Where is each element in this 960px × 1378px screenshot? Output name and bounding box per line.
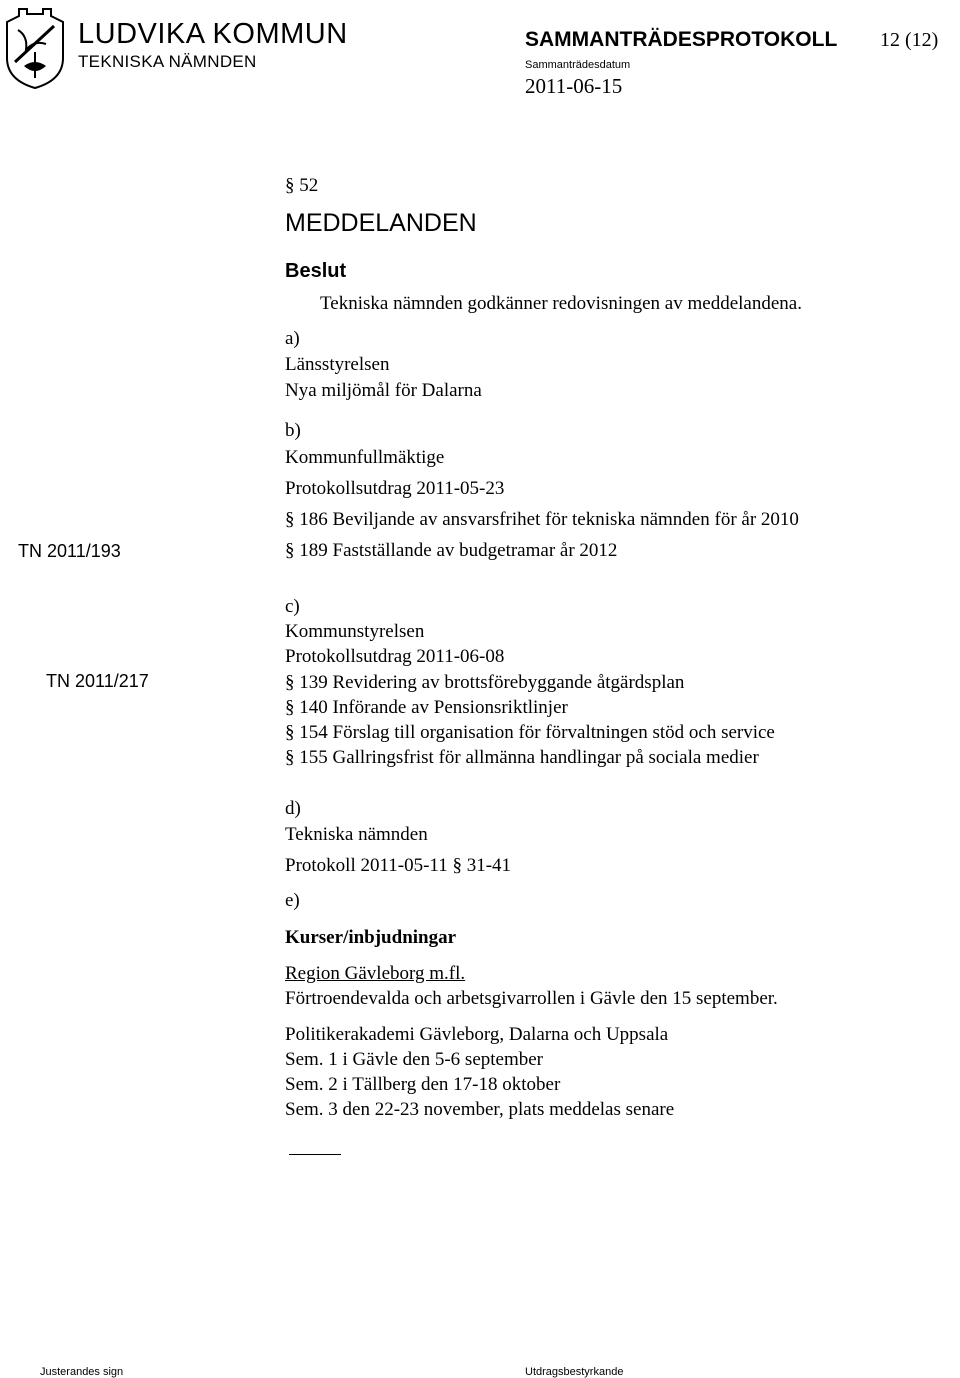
paragraph-number: § 52 [285,175,319,196]
beslut-text: Tekniska nämnden godkänner redovisningen av meddelandena. [320,293,802,314]
section-c-extract: Protokollsutdrag 2011-06-08 [285,646,505,667]
section-e-heading: Kurser/inbjudningar [285,927,457,948]
footer-utdragsbestyrkande: Utdragsbestyrkande [525,1366,624,1378]
section-d-letter: d) [285,798,301,819]
section-b-org: Kommunfullmäktige [285,447,445,468]
case-reference: TN 2011/193 [18,541,121,561]
municipal-crest-logo [4,6,66,90]
section-e-session: Sem. 2 i Tällberg den 17-18 oktober [285,1074,561,1095]
section-a-org: Länsstyrelsen [285,354,390,375]
section-e-session: Sem. 1 i Gävle den 5-6 september [285,1049,544,1070]
section-e-line: Förtroendevalda och arbetsgivarrollen i Gävle den 15 september. [285,988,778,1009]
section-b-letter: b) [285,420,301,441]
section-b-extract: Protokollsutdrag 2011-05-23 [285,478,505,499]
section-c-item: § 140 Införande av Pensionsriktlinjer [285,697,568,718]
section-c-org: Kommunstyrelsen [285,621,425,642]
section-c-letter: c) [285,596,300,617]
page-number: 12 (12) [880,29,939,51]
end-rule [289,1154,341,1155]
section-d-org: Tekniska nämnden [285,824,428,845]
section-e-letter: e) [285,890,300,911]
section-c-item: § 139 Revidering av brottsförebyggande åtgärdsplan [285,672,685,693]
section-a-letter: a) [285,328,300,349]
document-title: SAMMANTRÄDESPROTOKOLL [525,28,838,51]
meeting-date: 2011-06-15 [525,74,623,98]
org-name: LUDVIKA KOMMUN [78,18,348,50]
section-e-sender: Region Gävleborg m.fl. [285,963,466,984]
section-c-item: § 154 Förslag till organisation för förvaltningen stöd och service [285,722,775,743]
section-a-item: Nya miljömål för Dalarna [285,380,482,401]
section-e-line: Politikerakademi Gävleborg, Dalarna och Uppsala [285,1024,669,1045]
paragraph-title: MEDDELANDEN [285,209,477,237]
case-reference: TN 2011/217 [46,671,149,691]
beslut-heading: Beslut [285,260,347,282]
section-e-session: Sem. 3 den 22-23 november, plats meddelas senare [285,1099,675,1120]
footer-justerandes-sign: Justerandes sign [40,1366,124,1378]
date-label: Sammanträdesdatum [525,59,631,71]
dept-name: TEKNISKA NÄMNDEN [78,52,257,71]
section-d-item: Protokoll 2011-05-11 § 31-41 [285,855,512,876]
section-b-item: § 189 Fastställande av budgetramar år 2012 [285,540,618,561]
section-b-item: § 186 Beviljande av ansvarsfrihet för tekniska nämnden för år 2010 [285,509,799,530]
section-c-item: § 155 Gallringsfrist för allmänna handlingar på sociala medier [285,747,759,768]
